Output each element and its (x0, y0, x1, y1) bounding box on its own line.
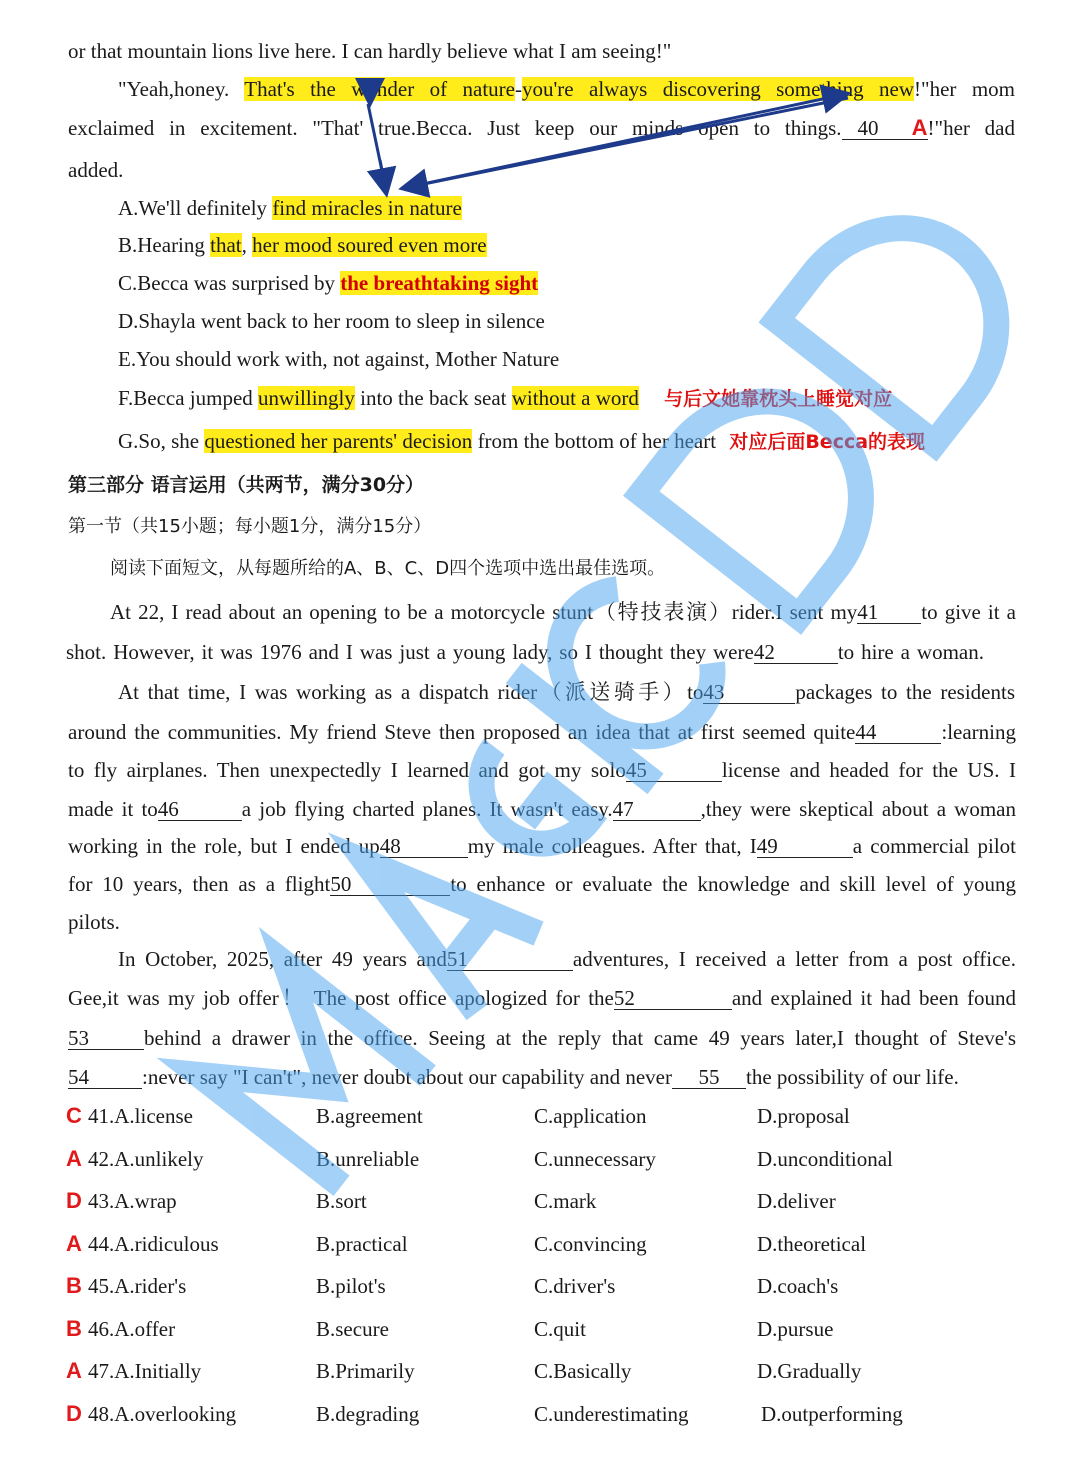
blank-45: 45 (626, 759, 722, 782)
answer-mark: B (66, 1316, 82, 1341)
blank-52: 52 (614, 987, 732, 1010)
highlight-breathtaking-sight: the breathtaking sight (340, 271, 539, 295)
arrow-to-new (404, 94, 846, 188)
cloze-line-5: to fly airplanes. Then unexpectedly I learned and got my solo45 license and headed for the US. I (68, 758, 1016, 782)
question-option-d: D.unconditional (757, 1147, 893, 1171)
question-option-c: C.underestimating (534, 1402, 689, 1426)
answer-mark: A (66, 1358, 82, 1383)
option-f: F.Becca jumped unwillingly into the back seat without a word 与后文她靠枕头上睡觉对应 (118, 386, 893, 410)
note-f: 与后文她靠枕头上睡觉对应 (664, 388, 893, 410)
part3-heading: 第三部分 语言运用（共两节，满分30分） (68, 474, 425, 496)
passage-line-3: exclaimed in excitement. "That' true.Becca. Just keep our minds open to things. 40 A!"her dad (68, 115, 1016, 140)
question-option-b: B.sort (316, 1189, 367, 1213)
question-option-d: D.deliver (757, 1189, 836, 1213)
answer-mark: C (66, 1103, 82, 1128)
option-g: G.So, she questioned her parents' decision from the bottom of her heart 对应后面Becca的表现 (118, 429, 926, 453)
answer-mark: D (66, 1188, 82, 1213)
blank-49: 49 (757, 835, 853, 858)
option-c: C.Becca was surprised by the breathtaking sight (118, 271, 539, 295)
cloze-line-12: 53 behind a drawer in the office. Seeing at the reply that came 49 years later,I thought of Steve's (68, 1026, 1016, 1050)
question-option-d: D.Gradually (757, 1359, 862, 1383)
blank-42: 42 (754, 641, 838, 664)
highlight-without-a-word: without a word (511, 386, 639, 410)
cloze-line-2: shot. However, it was 1976 and I was just a young lady, so I thought they were42 to hire a woman. (66, 640, 984, 664)
answer-mark: A (66, 1231, 82, 1256)
cloze-line-4: around the communities. My friend Steve then proposed an idea that at first seemed quite44 :learning (68, 720, 1016, 744)
blank-50: 50 (330, 873, 450, 896)
answer-mark: A (66, 1146, 82, 1171)
cloze-line-10: In October, 2025, after 49 years and51 adventures, I received a letter from a post office. (118, 947, 1016, 971)
question-option-a: 42.A.unlikely (88, 1147, 204, 1171)
question-option-d: D.coach's (757, 1274, 839, 1298)
passage-line-2: "Yeah,honey. That's the wonder of nature-you're always discovering something new!"her mom (118, 77, 1015, 101)
option-e: E.You should work with, not against, Mother Nature (118, 347, 560, 371)
highlight-mood-soured: her mood soured even more (252, 233, 487, 257)
cloze-line-3: At that time, I was working as a dispatch rider（派送骑手）to43 packages to the residents (118, 680, 1016, 704)
blank-41: 41 (857, 601, 921, 624)
question-option-b: B.agreement (316, 1104, 423, 1128)
question-option-b: B.unreliable (316, 1147, 420, 1171)
question-option-c: C.unnecessary (534, 1147, 656, 1171)
option-d: D.Shayla went back to her room to sleep in silence (118, 309, 545, 333)
note-g: 对应后面Becca的表现 (729, 431, 926, 453)
instruction: 阅读下面短文，从每题所给的A、B、C、D四个选项中选出最佳选项。 (110, 558, 666, 579)
blank-51: 51 (447, 948, 573, 971)
question-option-d: D.pursue (757, 1317, 834, 1341)
question-option-b: B.degrading (316, 1402, 420, 1426)
question-option-a: 45.A.rider's (88, 1274, 187, 1298)
question-option-a: 46.A.offer (88, 1317, 176, 1341)
arrow-down-option-a (380, 160, 386, 192)
question-option-c: C.mark (534, 1189, 597, 1213)
question-option-d: D.proposal (757, 1104, 850, 1128)
answer-mark: B (66, 1273, 82, 1298)
question-option-c: C.convincing (534, 1232, 647, 1256)
arrow-from-new (404, 98, 848, 188)
question-option-a: 43.A.wrap (88, 1189, 177, 1213)
highlight-find-miracles: find miracles in nature (272, 196, 462, 220)
blank-53: 53 (68, 1027, 144, 1050)
answer-mark-40: A (911, 115, 928, 140)
blank-48: 48 (380, 835, 468, 858)
cloze-line-1: At 22, I read about an opening to be a motorcycle stunt（特技表演）rider.I sent my41 to give it a (110, 600, 1016, 624)
passage-line-1: or that mountain lions live here. I can hardly believe what I am seeing!" (68, 39, 672, 63)
cloze-line-8: for 10 years, then as a flight50 to enhance or evaluate the knowledge and skill level of young (68, 872, 1016, 896)
cloze-line-11: Gee,it was my job offer！ The post office apologized for the52 and explained it had been found (68, 986, 1016, 1010)
cloze-line-7: working in the role, but I ended up48 my male colleagues. After that, I49 a commercial pilot (68, 834, 1016, 858)
blank-54: 54 (68, 1066, 142, 1089)
option-b: B.Hearing that, her mood soured even more (118, 233, 487, 257)
question-option-c: C.application (534, 1104, 647, 1128)
arrow-group (368, 94, 848, 192)
blank-40: 40 A (842, 117, 928, 140)
question-option-b: B.Primarily (316, 1359, 415, 1383)
blank-43: 43 (703, 681, 795, 704)
question-option-a: 47.A.Initially (88, 1359, 202, 1383)
question-option-c: C.Basically (534, 1359, 632, 1383)
question-option-b: B.pilot's (316, 1274, 386, 1298)
passage-line-4: added. (68, 158, 124, 182)
option-a: A.We'll definitely find miracles in nature (118, 196, 462, 220)
blank-47: 47 (613, 798, 701, 821)
section1-heading: 第一节（共15小题；每小题1分，满分15分） (68, 516, 432, 537)
question-option-a: 41.A.license (88, 1104, 193, 1128)
question-option-a: 48.A.overlooking (88, 1402, 237, 1426)
cloze-line-6: made it to46 a job flying charted planes. It wasn't easy.47 ,they were skeptical about a woman (68, 797, 1017, 821)
cloze-line-9: pilots. (68, 910, 120, 934)
cloze-line-13: 54 :never say "I can't", never doubt about our capability and never 55 the possibility of our life. (68, 1065, 959, 1089)
highlight-that: that (210, 233, 242, 257)
question-option-b: B.practical (316, 1232, 408, 1256)
question-option-b: B.secure (316, 1317, 389, 1341)
question-option-c: C.quit (534, 1317, 586, 1341)
question-option-c: C.driver's (534, 1274, 616, 1298)
answer-mark: D (66, 1401, 82, 1426)
highlight-questioned-decision: questioned her parents' decision (204, 429, 473, 453)
highlight-unwillingly: unwillingly (258, 386, 355, 410)
question-option-a: 44.A.ridiculous (88, 1232, 219, 1256)
question-option-d: D.outperforming (761, 1402, 903, 1426)
blank-44: 44 (855, 721, 941, 744)
blank-46: 46 (158, 798, 242, 821)
highlight-wonder-of-nature: That's the wonder of nature (244, 77, 515, 101)
highlight-discovering-something-new: you're always discovering something new (521, 77, 915, 101)
blank-55: 55 (672, 1066, 746, 1089)
question-option-d: D.theoretical (757, 1232, 867, 1256)
